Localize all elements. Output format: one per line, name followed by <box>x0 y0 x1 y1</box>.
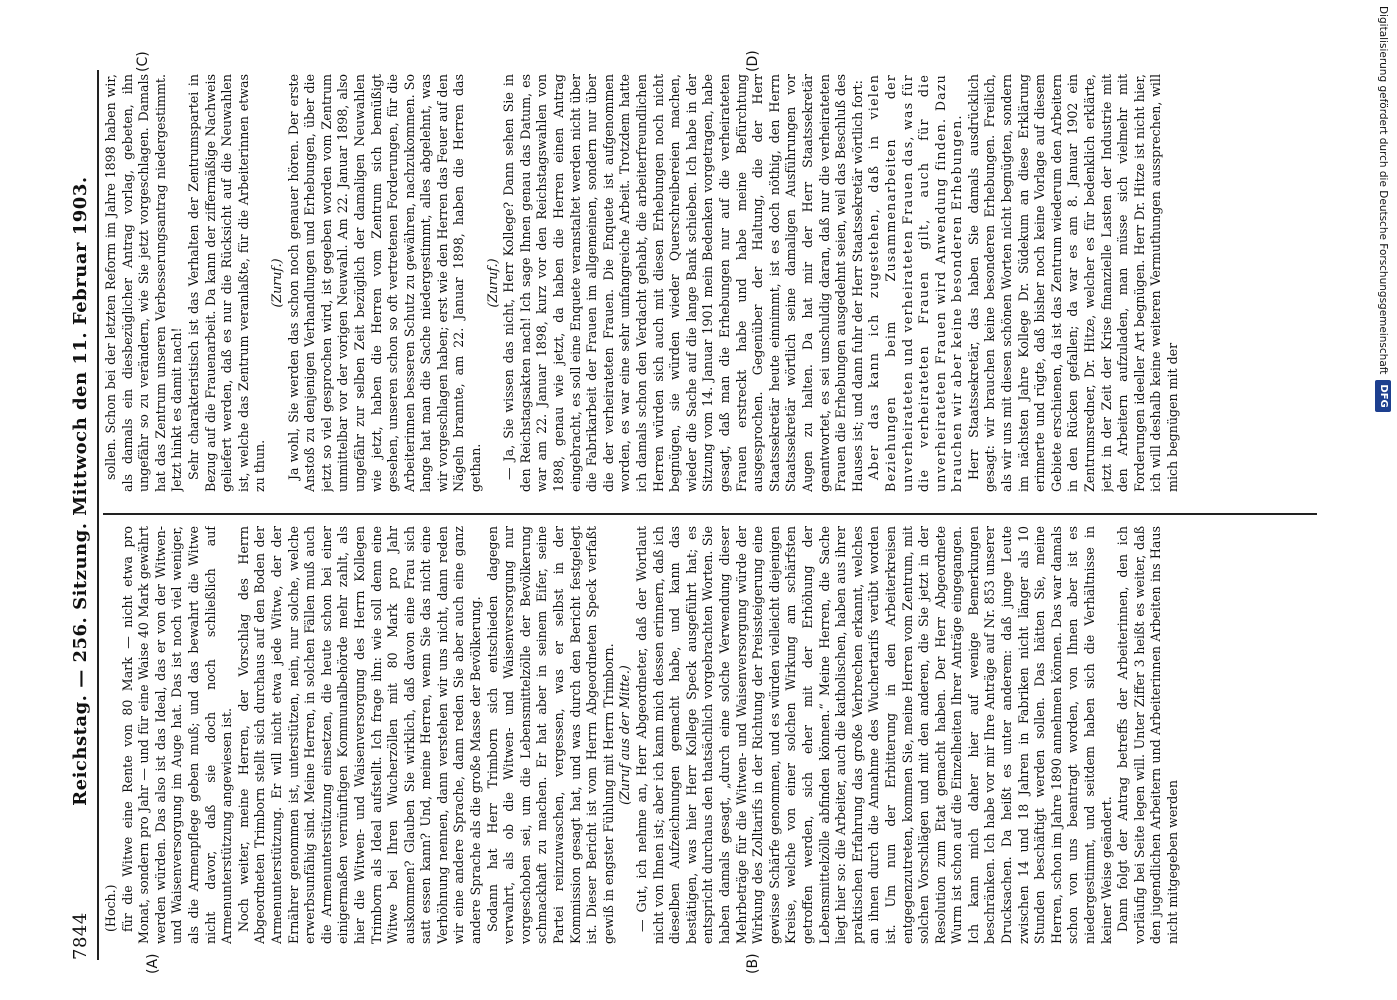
page-number: 7844 <box>70 912 91 960</box>
right-column <box>103 74 1315 492</box>
margin-marker-a: (A) <box>145 953 161 974</box>
document-page <box>45 50 1335 980</box>
margin-marker-c: (C) <box>135 51 151 72</box>
dfg-logo: DFG <box>1375 380 1391 411</box>
page-title: Reichstag. — 256. Sitzung. Mittwoch den 11. Februar 1903. <box>70 176 91 806</box>
margin-marker-d: (D) <box>745 50 761 72</box>
paragraph: Dann folgt der Antrag betreffs der Arbeiterinnen, den ich vorläufig bei Seite legen will. Unter Ziffer 3 heißt es weiter, daß den jugendlichen Arbeitern und Arbeiterinnen Arbeiten ins Haus nicht mitgegeben werden <box>1115 526 1180 944</box>
header-rule <box>97 70 99 960</box>
paragraph: für die Witwe eine Rente von 80 Mark — nicht etwa pro Monat, sondern pro Jahr — und für eine Waise 40 Mark gewährt werden würden. Das also ist das Ideal, das er von der Witwen- und Waisenversorgung im Auge hat. Das ist noch viel weniger, als die Armenpflege geben muß; und das bewahrt die Witwe nicht davor, daß sie doch noch schließlich auf Armenunterstützung angewiesen ist. <box>119 526 235 944</box>
paragraph: Sehr charakteristisch ist das Verhalten der Zentrumspartei in Bezug auf die Frauenarbeit. Da kann der ziffermäßige Nachweis geliefert werden, daß es nur die Rücksicht auf die Neuwahlen ist, welche das Zentrum veranlaßte, für die Arbeiterinnen etwas zu thun. <box>185 74 268 492</box>
paragraph: Noch weiter, meine Herren, der Vorschlag des Herrn Abgeordneten Trimborn stellt sich durchaus auf den Boden der Armenunterstützung. Er will nicht etwa jede Witwe, der der Ernährer genommen ist, unterstützen, nein, nur solche, welche erwerbsunfähig sind. Meine Herren, in solchen Fällen muß auch die Armenunterstützung einsetzen, die heute schon bei einer einigermaßen vernünftigen Kommunalbehörde mehr zahlt, als hier die Witwen- und Waisenversorgung des Herrn Kollegen Trimborn als Ideal aufstellt. Ich frage ihn: wie soll denn eine Witwe bei Ihren Wucherzöllen mit 80 Mark pro Jahr auskommen? Glauben Sie wirklich, daß davon eine Frau sich satt essen kann? Und, meine Herren, wenn Sie das nicht eine Verhöhnung nennen, dann verstehen wir uns nicht, dann reden wir eine andere Sprache, dann reden Sie aber auch eine ganz andere Sprache als die große Masse der Bevölkerung. <box>235 526 484 944</box>
paragraph: — Gut, ich nehme an, Herr Abgeordneter, daß der Wortlaut nicht von Ihnen ist; aber ich kann mich dessen erinnern, daß ich dieselben Aufzeichnungen gemacht habe, und kann das bestätigen, was hier Herr Kollege Speck ausgeführt hat; es entspricht durchaus den thatsächlich vorgebrachten Worten. Sie haben damals gesagt, „durch eine solche Verwendung dieser Mehrbeträge für die Witwen- und Waisenversorgung würde der Wirkung des Zolltarifs in der Richtung der Preissteigerung eine gewisse Schärfe genommen, und es würden vielleicht diejenigen Kreise, welche von einer solchen Wirkung am schärfsten getroffen werden, sich eher mit der Erhöhung der Lebensmittelzölle abfinden können.“ Meine Herren, die Sache liegt hier so: die Arbeiter, auch die katholischen, haben aus ihrer praktischen Erfahrung das große Verbrechen erkannt, welches an ihnen durch die Annahme des Wuchertarifs verübt worden ist. Um nun der Erbitterung in den Arbeiterkreisen entgegenzutreten, kommen Sie, meine Herren vom Zentrum, mit solchen Vorschlägen und mit den anderen, die Sie jetzt in der Resolution zum Etat gemacht haben. Der Herr Abgeordnete Wurm ist schon auf die Einzelheiten Ihrer Anträge eingegangen. Ich kann mich daher hier auf wenige Bemerkungen beschränken. Ich habe vor mir Ihre Anträge auf Nr. 853 unserer Drucksachen. Da heißt es unter anderem: daß junge Leute zwischen 14 und 18 Jahren in Fabriken nicht länger als 10 Stunden beschäftigt werden sollen. Das hätten Sie, meine Herren, schon im Jahre 1890 annehmen können. Das war damals schon von uns beantragt worden, von Ihnen aber ist es niedergestimmt, und seitdem haben sich die Verhältnisse in keiner Weise geändert. <box>634 526 1114 944</box>
paragraph: (Zuruf aus der Mitte.) <box>617 665 633 805</box>
paragraph: Aber das kann ich zugestehen, daß in vielen Beziehungen beim Zusammenarbeiten der unverheirateten und verheirateten Frauen das, was für die verheirateten Frauen gilt, auch für die unverheirateten Frauen wird Anwendung finden. Dazu brauchen wir aber keine besonderen Erhebungen. <box>866 74 965 492</box>
paragraph: Ja wohl, Sie werden das schon noch genauer hören. Der erste Anstoß zu denjenigen Verhandlungen und Erhebungen, über die jetzt so viel gesprochen wird, ist gegeben worden vom Zentrum unmittelbar vor der vorigen Neuwahl. Am 22. Januar 1898, also ungefähr zur selben Zeit bezüglich der damaligen Neuwahlen wie jetzt, haben die Herren vom Zentrum sich bemüßigt gesehen, unseren schon so oft vertretenen Forderungen, für die Arbeiterinnen besseren Schutz zu gewähren, nachzukommen. So lange hat man die Sache niedergestimmt, alles abgelehnt, was wir vorgeschlagen haben; erst wie den Herren das Feuer auf den Nägeln brannte, am 22. Januar 1898, haben die Herren das gethan. <box>285 74 484 492</box>
credit-text: Digitalisierung gefördert durch die Deutsche Forschungsgemeinschaft <box>1377 6 1389 375</box>
page-header <box>63 70 91 960</box>
paragraph: Sodann hat Herr Trimborn sich entschieden dagegen verwahrt, als ob die Witwen- und Waisenversorgung nur vorgeschoben sei, um die Lebensmittelzölle der Bevölkerung schmackhaft zu machen. Er hat aber in seinem Eifer, seine Partei reinzuwaschen, vergessen, was er selbst in der Kommission gesagt hat, und was durch den Bericht festgelegt ist. Dieser Bericht ist vom Herrn Abgeordneten Speck verfaßt gewiß in engster Fühlung mit Herrn Trimborn. <box>484 526 616 944</box>
paragraph: (Hoch.) <box>103 884 118 932</box>
left-column <box>103 526 1315 944</box>
paragraph: — Ja, Sie wissen das nicht, Herr Kollege? Dann sehen Sie in den Reichstagsakten nach! Ich sage Ihnen genau das Datum, es war am 22. Januar 1898, kurz vor den Reichstagswahlen von 1898, genau wie jetzt, da haben die Herren einen Antrag eingebracht, es soll eine Enquete veranstaltet werden nicht über die Fabrikarbeit der Frauen im allgemeinen, sondern nur über die der verheirateten Frauen. Die Enquete ist aufgenommen worden, es war eine sehr umfangreiche Arbeit. Trotzdem hatte ich damals schon den Verdacht gehabt, die arbeiterfreundlichen Herren würden sich auch mit diesen Erhebungen noch nicht begnügen, sie würden wieder Querschreibereien machen, wieder die Sache auf die lange Bank schieben. Ich habe in der Sitzung vom 14. Januar 1901 mein Bedenken vorgetragen, habe gesagt, daß man die Erhebungen nur auf die verheirateten Frauen erstreckt habe und habe meine Befürchtung ausgesprochen. Gegenüber der Haltung, die der Herr Staatssekretär heute einnimmt, ist es doch nöthig, den Herrn Staatssekretär wörtlich seine damaligen Ausführungen vor Augen zu halten. Da hat mir der Herr Staatssekretär geantwortet, es sei unschuldig daran, daß nur die verheirateten Frauen die Erhebungen ausgedehnt seien, weil das Beschluß des Hauses ist; und dann fuhr der Herr Staatssekretär wörtlich fort: <box>501 74 865 492</box>
paragraph: (Zuruf.) <box>484 258 500 308</box>
paragraph: sollen. Schon bei der letzten Reform im Jahre 1898 haben wir, als damals ein diesbezüglicher Antrag vorlag, gebeten, ihn ungefähr so zu verändern, wie Sie jetzt vorgeschlagen. Damals hat das Zentrum unseren Verbesserungsantrag niedergestimmt. Jetzt hinkt es damit nach! <box>103 74 185 492</box>
paragraph: Herr Staatssekretär, das haben Sie damals ausdrücklich gesagt: wir brauchen keine besonderen Erhebungen. Freilich, als wir uns mit diesen schönen Worten nicht begnügten, sondern im nächsten Jahre Kollege Dr. Südekum an diese Erklärung erinnerte und rügte, daß bisher noch keine Vorlage auf diesem Gebiete erschienen, da ist das Zentrum wiederum den Arbeitern in den Rücken gefallen; da war es am 8. Januar 1902 ein Zentrumsredner, Dr. Hitze, welcher es für bedenklich erklärte, jetzt in der Zeit der Krise finanzielle Lasten der Industrie mit den Arbeitern aufzuladen, man müsse sich vielmehr mit Forderungen ideeller Art begnügen. Herr Dr. Hitze ist nicht hier, ich will deshalb keine weiteren Vermuthungen aussprechen, will mich begnügen mit der <box>965 74 1180 492</box>
margin-marker-b: (B) <box>745 953 761 974</box>
paragraph: (Zuruf.) <box>268 258 284 308</box>
column-divider <box>103 513 1317 515</box>
digitization-credit <box>1372 6 1394 1000</box>
